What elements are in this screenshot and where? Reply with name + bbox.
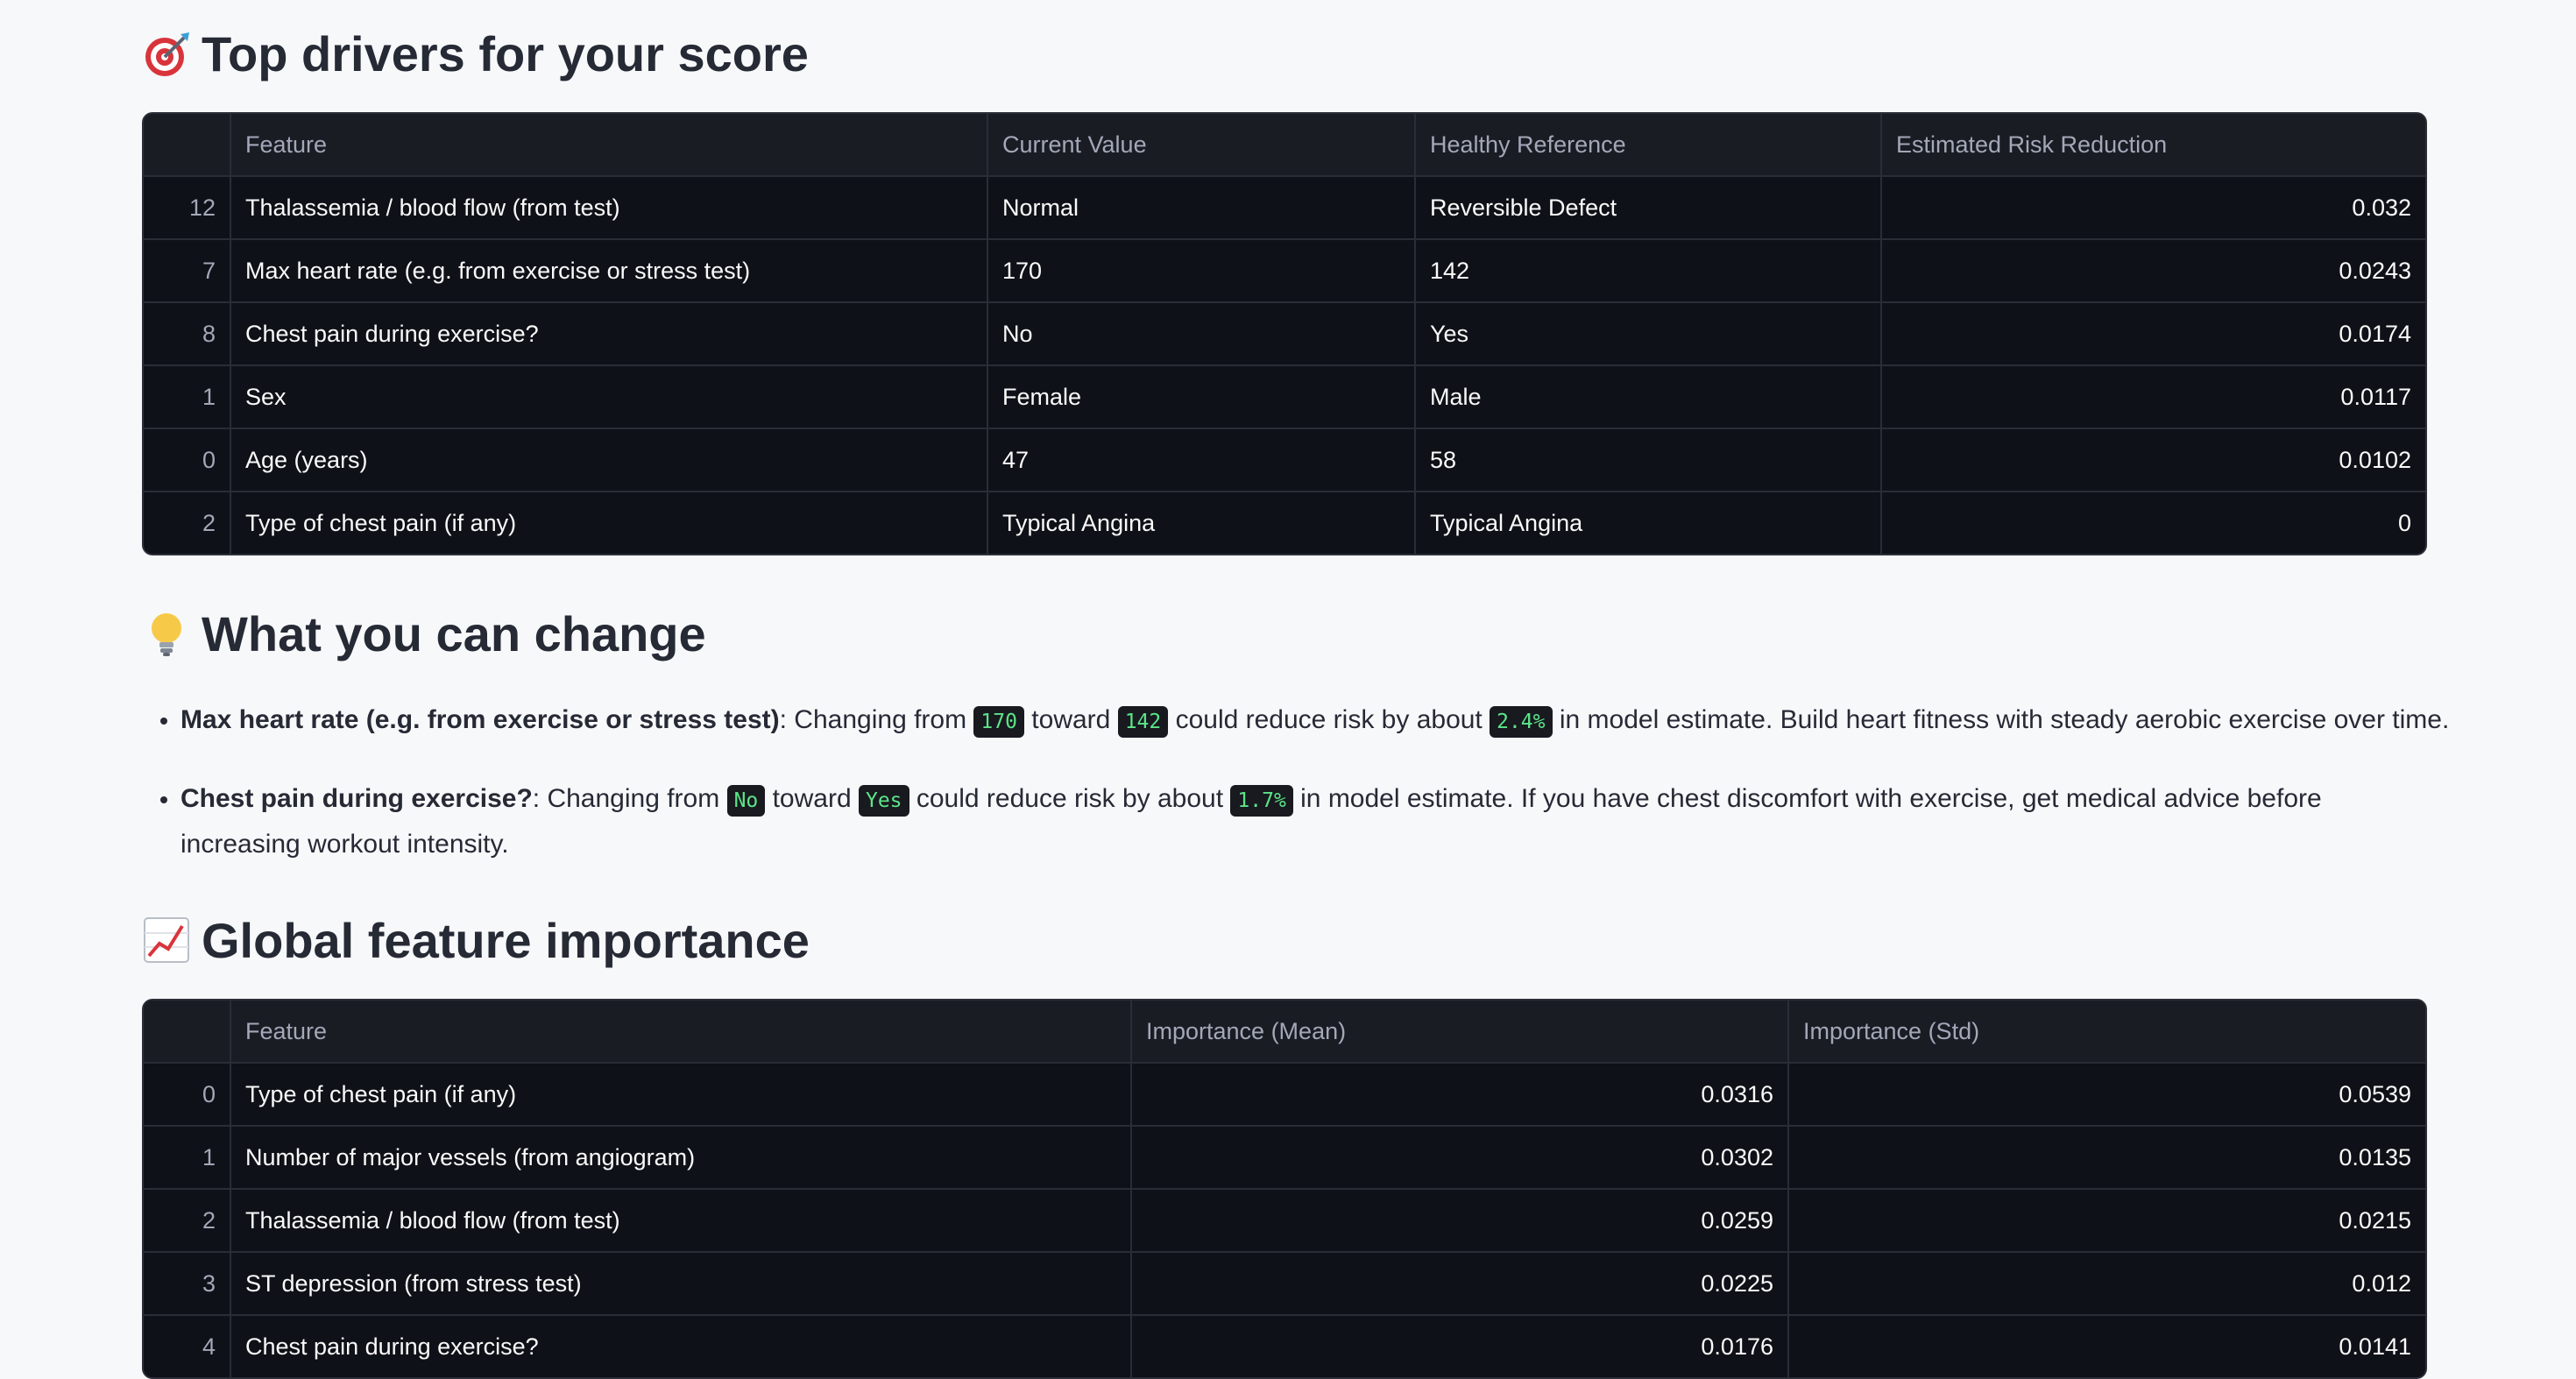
row-index: 2 bbox=[144, 1190, 231, 1251]
risk-reduction-cell: 0.0243 bbox=[2339, 257, 2411, 284]
importance-heading bbox=[142, 911, 810, 969]
index-header bbox=[144, 1001, 231, 1062]
feature-cell: Chest pain during exercise? bbox=[231, 1316, 1132, 1377]
table-row[interactable] bbox=[144, 1127, 2425, 1190]
importance-mean-cell: 0.0176 bbox=[1132, 1316, 1789, 1377]
importance-std-cell: 0.0539 bbox=[2339, 1080, 2411, 1107]
feature-header[interactable]: Feature bbox=[231, 1001, 1132, 1062]
chart-increasing-icon bbox=[142, 916, 191, 965]
current-value-chip: No bbox=[727, 785, 766, 817]
current-value-cell: Female bbox=[988, 366, 1416, 428]
healthy-reference-cell: 142 bbox=[1416, 240, 1882, 301]
feature-cell: Type of chest pain (if any) bbox=[231, 1064, 1132, 1125]
feature-cell: Sex bbox=[231, 366, 988, 428]
lightbulb-icon bbox=[142, 609, 191, 658]
advice-item bbox=[180, 698, 2459, 744]
risk-reduction-cell: 0.032 bbox=[2352, 194, 2411, 221]
risk-percent-chip: 1.7% bbox=[1230, 785, 1292, 817]
table-header-row bbox=[144, 114, 2425, 177]
healthy-reference-cell: 58 bbox=[1416, 429, 1882, 491]
importance-mean-cell: 0.0225 bbox=[1132, 1253, 1789, 1314]
row-index: 12 bbox=[144, 177, 231, 238]
risk-reduction-header[interactable]: Estimated Risk Reduction bbox=[1896, 131, 2168, 158]
current-value-cell: No bbox=[988, 303, 1416, 364]
table-row[interactable] bbox=[144, 429, 2425, 492]
table-row[interactable] bbox=[144, 1064, 2425, 1127]
advice-text: in model estimate. If you have chest discomfort with exercise, get medical advice before increasing workout intensity. bbox=[180, 784, 2322, 859]
current-value-header[interactable]: Current Value bbox=[988, 114, 1416, 175]
importance-mean-cell: 0.0316 bbox=[1132, 1064, 1789, 1125]
current-value-cell: 47 bbox=[988, 429, 1416, 491]
change-heading bbox=[142, 605, 706, 662]
table-row[interactable] bbox=[144, 303, 2425, 366]
current-value-cell: 170 bbox=[988, 240, 1416, 301]
healthy-reference-header[interactable]: Healthy Reference bbox=[1416, 114, 1882, 175]
feature-header[interactable]: Feature bbox=[231, 114, 988, 175]
importance-std-cell: 0.0215 bbox=[2339, 1206, 2411, 1234]
row-index: 3 bbox=[144, 1253, 231, 1314]
row-index: 0 bbox=[144, 1064, 231, 1125]
drivers-title: Top drivers for your score bbox=[202, 25, 809, 81]
healthy-reference-cell: Reversible Defect bbox=[1416, 177, 1882, 238]
feature-cell: Thalassemia / blood flow (from test) bbox=[231, 177, 988, 238]
drivers-table[interactable] bbox=[142, 112, 2427, 555]
table-row[interactable] bbox=[144, 1253, 2425, 1316]
table-row[interactable] bbox=[144, 1190, 2425, 1253]
feature-cell: Max heart rate (e.g. from exercise or stress test) bbox=[231, 240, 988, 301]
advice-list bbox=[142, 698, 2459, 900]
healthy-reference-cell: Yes bbox=[1416, 303, 1882, 364]
risk-reduction-cell: 0.0174 bbox=[2339, 320, 2411, 347]
importance-std-cell: 0.0141 bbox=[2339, 1333, 2411, 1360]
advice-feature: Max heart rate (e.g. from exercise or stress test) bbox=[180, 705, 780, 734]
feature-cell: Thalassemia / blood flow (from test) bbox=[231, 1190, 1132, 1251]
feature-cell: Age (years) bbox=[231, 429, 988, 491]
risk-reduction-cell: 0.0117 bbox=[2340, 383, 2411, 410]
advice-text: toward bbox=[765, 784, 859, 813]
importance-mean-header[interactable]: Importance (Mean) bbox=[1132, 1001, 1789, 1062]
importance-mean-cell: 0.0302 bbox=[1132, 1127, 1789, 1188]
importance-std-cell: 0.0135 bbox=[2339, 1143, 2411, 1170]
index-header bbox=[144, 114, 231, 175]
importance-title: Global feature importance bbox=[202, 912, 810, 968]
advice-feature: Chest pain during exercise? bbox=[180, 784, 533, 813]
current-value-chip: 170 bbox=[973, 706, 1024, 738]
change-title: What you can change bbox=[202, 605, 706, 661]
table-row[interactable] bbox=[144, 177, 2425, 240]
importance-table[interactable] bbox=[142, 999, 2427, 1379]
risk-reduction-cell: 0.0102 bbox=[2339, 446, 2411, 473]
table-row[interactable] bbox=[144, 492, 2425, 554]
row-index: 8 bbox=[144, 303, 231, 364]
row-index: 1 bbox=[144, 366, 231, 428]
healthy-reference-cell: Typical Angina bbox=[1416, 492, 1882, 554]
feature-cell: Chest pain during exercise? bbox=[231, 303, 988, 364]
row-index: 2 bbox=[144, 492, 231, 554]
healthy-reference-cell: Male bbox=[1416, 366, 1882, 428]
row-index: 1 bbox=[144, 1127, 231, 1188]
risk-percent-chip: 2.4% bbox=[1490, 706, 1552, 738]
advice-text: could reduce risk by about bbox=[1168, 705, 1490, 734]
feature-cell: Type of chest pain (if any) bbox=[231, 492, 988, 554]
table-row[interactable] bbox=[144, 366, 2425, 429]
advice-text: : Changing from bbox=[779, 705, 974, 734]
target-icon bbox=[142, 29, 191, 78]
advice-item bbox=[180, 777, 2371, 866]
risk-reduction-cell: 0 bbox=[2397, 509, 2411, 536]
importance-mean-cell: 0.0259 bbox=[1132, 1190, 1789, 1251]
drivers-heading bbox=[142, 25, 809, 82]
table-row[interactable] bbox=[144, 240, 2425, 303]
target-value-chip: Yes bbox=[859, 785, 909, 817]
importance-std-header[interactable]: Importance (Std) bbox=[1803, 1017, 1980, 1044]
feature-cell: ST depression (from stress test) bbox=[231, 1253, 1132, 1314]
advice-text: : Changing from bbox=[532, 784, 727, 813]
row-index: 7 bbox=[144, 240, 231, 301]
row-index: 0 bbox=[144, 429, 231, 491]
advice-text: could reduce risk by about bbox=[909, 784, 1231, 813]
advice-text: toward bbox=[1023, 705, 1118, 734]
row-index: 4 bbox=[144, 1316, 231, 1377]
current-value-cell: Normal bbox=[988, 177, 1416, 238]
advice-text: in model estimate. Build heart fitness with steady aerobic exercise over time. bbox=[1552, 705, 2450, 734]
table-row[interactable] bbox=[144, 1316, 2425, 1377]
target-value-chip: 142 bbox=[1118, 706, 1169, 738]
feature-cell: Number of major vessels (from angiogram) bbox=[231, 1127, 1132, 1188]
importance-std-cell: 0.012 bbox=[2352, 1269, 2411, 1297]
current-value-cell: Typical Angina bbox=[988, 492, 1416, 554]
table-header-row bbox=[144, 1001, 2425, 1064]
